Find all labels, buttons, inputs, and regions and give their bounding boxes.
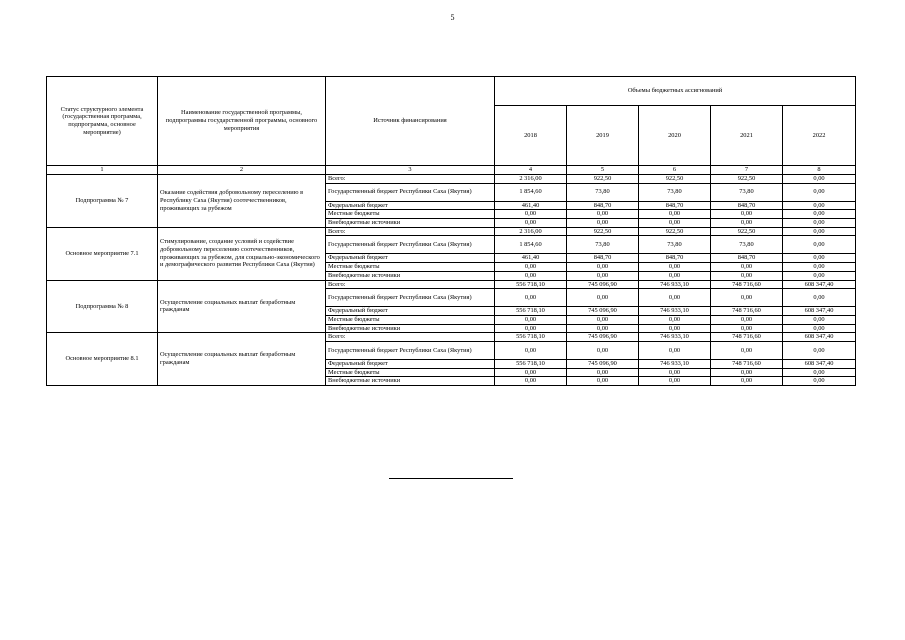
header-year: 2022	[783, 106, 856, 166]
amount-cell: 0,00	[567, 377, 639, 386]
funding-source: Внебюджетные источники	[326, 324, 495, 333]
amount-cell: 73,80	[567, 183, 639, 201]
element-name: Оказание содействия добровольному переселению в Республику Саха (Якутия) соотечественников, проживающих за рубежом	[158, 175, 326, 228]
header-year: 2019	[567, 106, 639, 166]
funding-source: Местные бюджеты	[326, 368, 495, 377]
amount-cell: 0,00	[783, 271, 856, 280]
funding-source: Всего:	[326, 175, 495, 184]
amount-cell: 922,50	[567, 175, 639, 184]
amount-cell: 556 718,10	[495, 307, 567, 316]
amount-cell: 73,80	[711, 183, 783, 201]
amount-cell: 0,00	[783, 368, 856, 377]
element-name: Стимулирование, создание условий и содействие добровольному переселению соотечественников, проживающих за рубежом, для социально-экономического и демографического развития Республики Саха (Якутия)	[158, 227, 326, 280]
amount-cell: 0,00	[783, 254, 856, 263]
amount-cell: 0,00	[783, 210, 856, 219]
amount-cell: 73,80	[639, 236, 711, 254]
amount-cell: 0,00	[783, 315, 856, 324]
column-index: 5	[567, 166, 639, 175]
funding-source: Государственный бюджет Республики Саха (Якутия)	[326, 183, 495, 201]
amount-cell: 748 716,60	[711, 359, 783, 368]
amount-cell: 0,00	[495, 263, 567, 272]
amount-cell: 0,00	[495, 219, 567, 228]
amount-cell: 0,00	[639, 263, 711, 272]
table-row	[47, 333, 856, 342]
amount-cell: 0,00	[783, 183, 856, 201]
column-index: 3	[326, 166, 495, 175]
amount-cell: 745 096,90	[567, 333, 639, 342]
header-year: 2020	[639, 106, 711, 166]
amount-cell: 2 316,00	[495, 175, 567, 184]
amount-cell: 556 718,10	[495, 359, 567, 368]
amount-cell: 748 716,60	[711, 280, 783, 289]
amount-cell: 0,00	[567, 324, 639, 333]
header-budget-group: Объемы бюджетных ассигнований	[495, 77, 856, 106]
budget-table	[46, 76, 856, 386]
amount-cell: 608 347,40	[783, 307, 856, 316]
amount-cell: 0,00	[639, 324, 711, 333]
element-status: Основное мероприятие 7.1	[47, 227, 158, 280]
table-body	[47, 77, 856, 386]
amount-cell: 745 096,90	[567, 280, 639, 289]
amount-cell: 745 096,90	[567, 359, 639, 368]
amount-cell: 0,00	[783, 201, 856, 210]
funding-source: Государственный бюджет Республики Саха (Якутия)	[326, 341, 495, 359]
amount-cell: 0,00	[567, 219, 639, 228]
amount-cell: 0,00	[495, 368, 567, 377]
amount-cell: 0,00	[639, 210, 711, 219]
amount-cell: 0,00	[783, 227, 856, 236]
table-row	[47, 175, 856, 184]
column-index: 7	[711, 166, 783, 175]
amount-cell: 0,00	[711, 315, 783, 324]
column-index-row	[47, 166, 856, 175]
amount-cell: 922,50	[711, 227, 783, 236]
amount-cell: 848,70	[639, 201, 711, 210]
amount-cell: 608 347,40	[783, 280, 856, 289]
amount-cell: 0,00	[711, 219, 783, 228]
amount-cell: 73,80	[567, 236, 639, 254]
funding-source: Местные бюджеты	[326, 263, 495, 272]
amount-cell: 746 933,10	[639, 333, 711, 342]
amount-cell: 0,00	[567, 263, 639, 272]
element-status: Основное мероприятие 8.1	[47, 333, 158, 386]
amount-cell: 0,00	[711, 377, 783, 386]
amount-cell: 0,00	[711, 341, 783, 359]
amount-cell: 0,00	[711, 210, 783, 219]
header-row-1	[47, 77, 856, 106]
amount-cell: 0,00	[495, 210, 567, 219]
header-year: 2018	[495, 106, 567, 166]
element-status: Подпрограмма № 8	[47, 280, 158, 333]
amount-cell: 0,00	[783, 175, 856, 184]
amount-cell: 0,00	[495, 377, 567, 386]
funding-source: Местные бюджеты	[326, 210, 495, 219]
page-number: 5	[450, 13, 455, 22]
amount-cell: 0,00	[567, 271, 639, 280]
table-row	[47, 227, 856, 236]
amount-cell: 0,00	[639, 341, 711, 359]
amount-cell: 848,70	[567, 201, 639, 210]
header-name: Наименование государственной программы, подпрограммы государственной программы, основного мероприятия	[158, 77, 326, 166]
funding-source: Федеральный бюджет	[326, 201, 495, 210]
funding-source: Федеральный бюджет	[326, 359, 495, 368]
funding-source: Всего:	[326, 333, 495, 342]
funding-source: Государственный бюджет Республики Саха (Якутия)	[326, 236, 495, 254]
amount-cell: 748 716,60	[711, 333, 783, 342]
amount-cell: 0,00	[783, 377, 856, 386]
amount-cell: 0,00	[495, 289, 567, 307]
funding-source: Государственный бюджет Республики Саха (Якутия)	[326, 289, 495, 307]
amount-cell: 608 347,40	[783, 359, 856, 368]
column-index: 2	[158, 166, 326, 175]
amount-cell: 922,50	[567, 227, 639, 236]
amount-cell: 0,00	[639, 289, 711, 307]
amount-cell: 0,00	[567, 315, 639, 324]
amount-cell: 608 347,40	[783, 333, 856, 342]
amount-cell: 0,00	[567, 289, 639, 307]
amount-cell: 0,00	[567, 341, 639, 359]
amount-cell: 73,80	[639, 183, 711, 201]
funding-source: Федеральный бюджет	[326, 307, 495, 316]
funding-source: Местные бюджеты	[326, 315, 495, 324]
amount-cell: 922,50	[711, 175, 783, 184]
element-status: Подпрограмма № 7	[47, 175, 158, 228]
amount-cell: 746 933,10	[639, 280, 711, 289]
amount-cell: 556 718,10	[495, 280, 567, 289]
amount-cell: 0,00	[639, 315, 711, 324]
funding-source: Федеральный бюджет	[326, 254, 495, 263]
amount-cell: 0,00	[783, 236, 856, 254]
amount-cell: 0,00	[783, 324, 856, 333]
column-index: 8	[783, 166, 856, 175]
amount-cell: 0,00	[495, 324, 567, 333]
amount-cell: 0,00	[495, 315, 567, 324]
column-index: 1	[47, 166, 158, 175]
amount-cell: 745 096,90	[567, 307, 639, 316]
amount-cell: 0,00	[495, 341, 567, 359]
funding-source: Внебюджетные источники	[326, 271, 495, 280]
amount-cell: 0,00	[783, 219, 856, 228]
column-index: 6	[639, 166, 711, 175]
amount-cell: 746 933,10	[639, 307, 711, 316]
amount-cell: 0,00	[711, 271, 783, 280]
amount-cell: 0,00	[639, 377, 711, 386]
amount-cell: 1 854,60	[495, 236, 567, 254]
funding-source: Всего:	[326, 280, 495, 289]
amount-cell: 0,00	[711, 289, 783, 307]
funding-source: Всего:	[326, 227, 495, 236]
amount-cell: 0,00	[495, 271, 567, 280]
table-row	[47, 280, 856, 289]
amount-cell: 0,00	[567, 210, 639, 219]
amount-cell: 556 718,10	[495, 333, 567, 342]
funding-source: Внебюджетные источники	[326, 377, 495, 386]
amount-cell: 0,00	[639, 271, 711, 280]
amount-cell: 922,50	[639, 227, 711, 236]
header-year: 2021	[711, 106, 783, 166]
amount-cell: 0,00	[711, 324, 783, 333]
amount-cell: 73,80	[711, 236, 783, 254]
header-status: Статус структурного элемента (государственная программа, подпрограмма, основное мероприятие)	[47, 77, 158, 166]
amount-cell: 0,00	[639, 368, 711, 377]
element-name: Осуществление социальных выплат безработным гражданам	[158, 333, 326, 386]
footer-rule	[389, 478, 513, 479]
funding-source: Внебюджетные источники	[326, 219, 495, 228]
amount-cell: 0,00	[567, 368, 639, 377]
amount-cell: 0,00	[711, 368, 783, 377]
amount-cell: 748 716,60	[711, 307, 783, 316]
amount-cell: 0,00	[783, 289, 856, 307]
amount-cell: 0,00	[639, 219, 711, 228]
header-source: Источник финансирования	[326, 77, 495, 166]
amount-cell: 0,00	[711, 263, 783, 272]
amount-cell: 848,70	[567, 254, 639, 263]
column-index: 4	[495, 166, 567, 175]
amount-cell: 0,00	[783, 263, 856, 272]
amount-cell: 461,40	[495, 201, 567, 210]
amount-cell: 848,70	[639, 254, 711, 263]
amount-cell: 1 854,60	[495, 183, 567, 201]
amount-cell: 746 933,10	[639, 359, 711, 368]
amount-cell: 2 316,00	[495, 227, 567, 236]
amount-cell: 848,70	[711, 254, 783, 263]
amount-cell: 461,40	[495, 254, 567, 263]
element-name: Осуществление социальных выплат безработным гражданам	[158, 280, 326, 333]
amount-cell: 922,50	[639, 175, 711, 184]
amount-cell: 0,00	[783, 341, 856, 359]
amount-cell: 848,70	[711, 201, 783, 210]
